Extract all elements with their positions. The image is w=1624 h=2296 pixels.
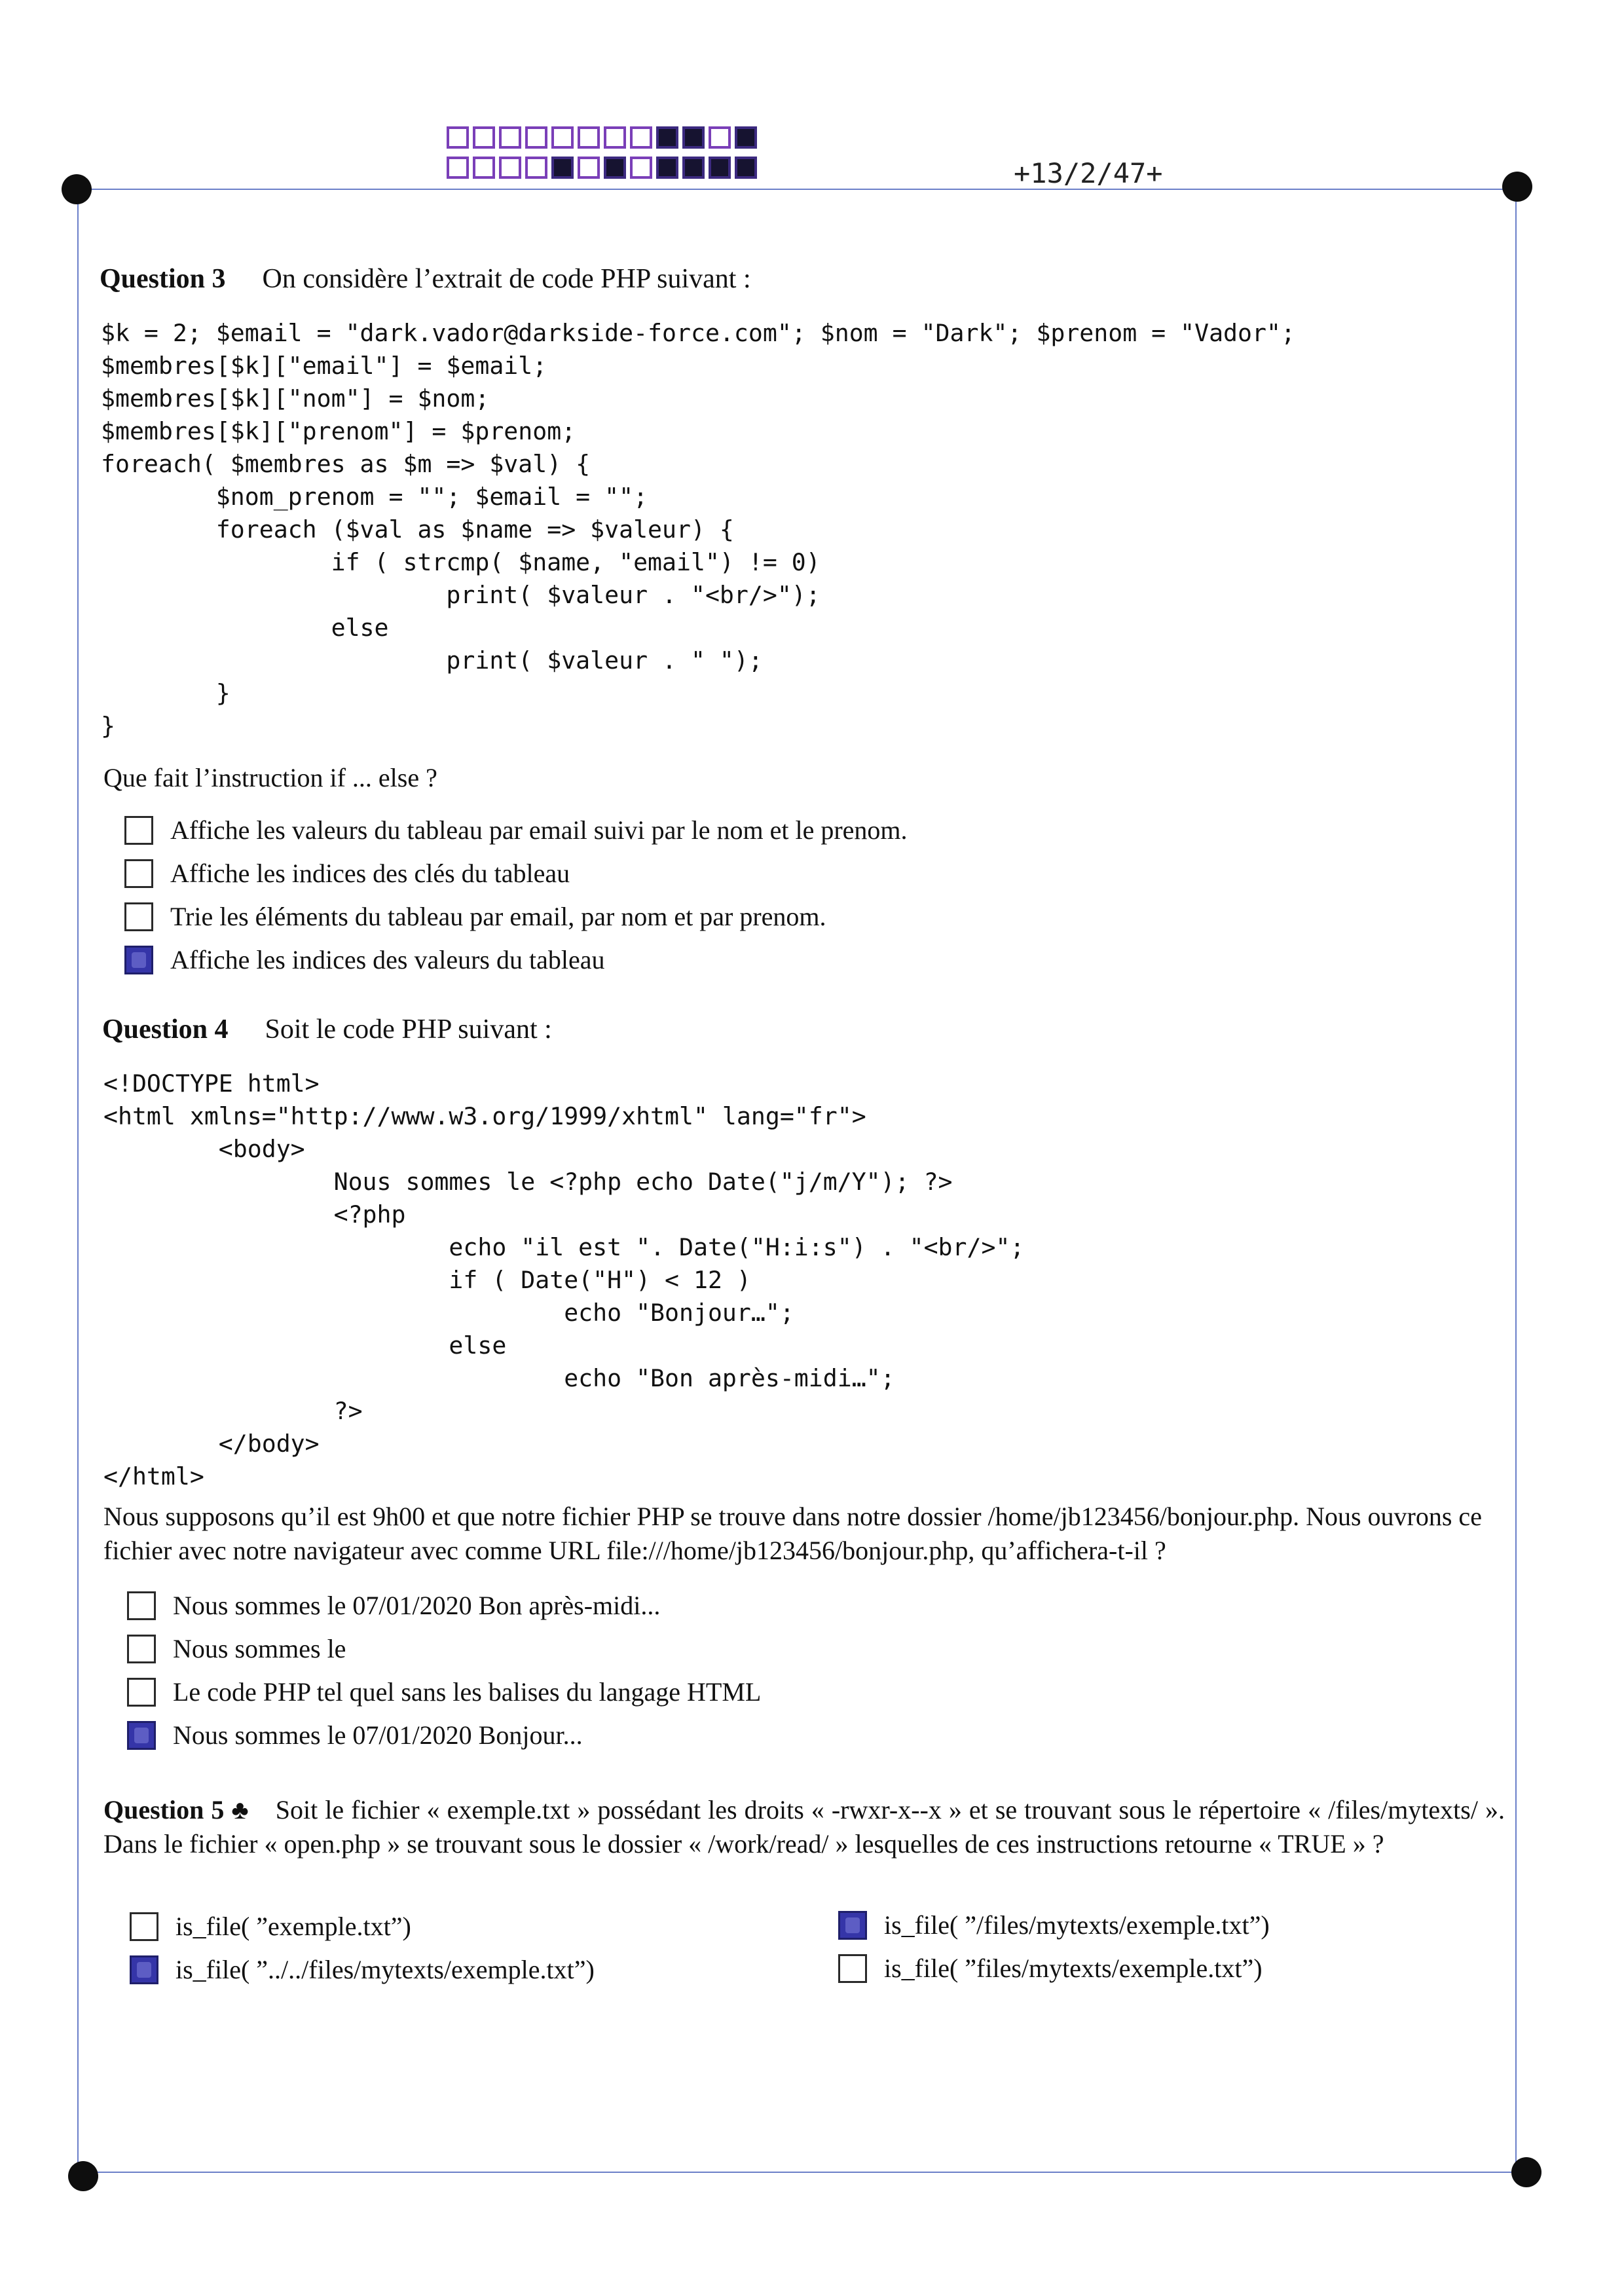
corner-mark-bottom-left xyxy=(68,2161,98,2191)
q5-choice-2[interactable] xyxy=(838,1910,1270,1940)
q3-choice-1[interactable] xyxy=(124,815,908,845)
q5-choice-2-checkbox[interactable] xyxy=(838,1911,867,1940)
q5-choice-1-checkbox[interactable] xyxy=(130,1912,158,1941)
q4-choice-3-checkbox[interactable] xyxy=(127,1678,156,1707)
q5-choice-4-checkbox[interactable] xyxy=(838,1954,867,1983)
corner-mark-bottom-right xyxy=(1511,2157,1541,2187)
q5-choice-1-label: is_file( ”exemple.txt”) xyxy=(175,1912,411,1941)
q3-choice-3-checkbox[interactable] xyxy=(124,902,153,931)
question-4-code: <!DOCTYPE html> <html xmlns="http://www.w3.org/1999/xhtml" lang="fr"> <body> Nous sommes le <?php echo Date("j/m/Y"); ?> <?php echo "il est ". Date("H:i:s") . "<br/>"; if ( Date("H") < 12 ) echo "Bonjour…"; else echo "Bon après-midi…"; ?> </body> </html> xyxy=(103,1069,1025,1491)
q4-choice-2-checkbox[interactable] xyxy=(127,1635,156,1663)
question-3-code: $k = 2; $email = "dark.vador@darkside-force.com"; $nom = "Dark"; $prenom = "Vador"; $membres[$k]["email"] = $email; $membres[$k]["nom"] = $nom; $membres[$k]["prenom"] = $prenom; foreach( $membres as $m => $val) { $nom_prenom = ""; $email = ""; foreach ($val as $name => $valeur) { if ( strcmp( $name, "email") != 0) print( $valeur . "<br/>"); else print( $valeur . " "); } } xyxy=(101,319,1295,740)
q4-choice-3[interactable] xyxy=(127,1676,761,1707)
question-5-paragraph: Soit le fichier « exemple.txt » possédant les droits « -rwxr-x--x » et se trouvant sous le répertoire « /files/mytexts/ ». Dans le fichier « open.php » se trouvant sous le dossier « /work/read/ » lesquelles de ces instructions retourne « TRUE » ? xyxy=(103,1795,1505,1859)
q5-choice-4[interactable] xyxy=(838,1953,1263,1984)
question-5-label: Question 5 ♣ xyxy=(103,1795,249,1824)
question-4-label: Question 4 xyxy=(102,1014,229,1045)
q3-choice-2-label: Affiche les indices des clés du tableau xyxy=(170,859,570,888)
q3-choice-3-label: Trie les éléments du tableau par email, par nom et par prenom. xyxy=(170,902,826,931)
q5-choice-3-label: is_file( ”../../files/mytexts/exemple.txt”) xyxy=(175,1955,595,1984)
q3-choice-4-label: Affiche les indices des valeurs du tableau xyxy=(170,945,605,974)
q5-choice-3[interactable] xyxy=(130,1954,595,1985)
q3-choice-1-checkbox[interactable] xyxy=(124,816,153,845)
page-id: +13/2/47+ xyxy=(1014,157,1163,189)
question-3-label: Question 3 xyxy=(100,264,226,294)
q5-choice-4-label: is_file( ”files/mytexts/exemple.txt”) xyxy=(884,1953,1263,1983)
q4-choice-2[interactable] xyxy=(127,1633,346,1664)
q3-choice-2-checkbox[interactable] xyxy=(124,859,153,888)
q4-choice-1[interactable] xyxy=(127,1590,660,1621)
q4-choice-1-label: Nous sommes le 07/01/2020 Bon après-midi... xyxy=(173,1591,661,1620)
question-3-prompt: On considère l’extrait de code PHP suivant : xyxy=(262,264,751,294)
q4-choice-4-label: Nous sommes le 07/01/2020 Bonjour... xyxy=(173,1720,583,1750)
q4-choice-4[interactable] xyxy=(127,1720,583,1750)
q4-choice-1-checkbox[interactable] xyxy=(127,1591,156,1620)
question-5-text xyxy=(103,1793,1505,1861)
q3-choice-4-checkbox[interactable] xyxy=(124,946,153,974)
q4-choice-4-checkbox[interactable] xyxy=(127,1721,156,1750)
q3-choice-2[interactable] xyxy=(124,858,570,889)
q5-choice-3-checkbox[interactable] xyxy=(130,1955,158,1984)
q3-choice-3[interactable] xyxy=(124,901,826,932)
q4-choice-2-label: Nous sommes le xyxy=(173,1634,346,1663)
question-3-subquestion: Que fait l’instruction if ... else ? xyxy=(103,763,437,792)
q5-choice-2-label: is_file( ”/files/mytexts/exemple.txt”) xyxy=(884,1910,1270,1940)
question-3-header xyxy=(100,263,751,295)
corner-mark-top-right xyxy=(1502,172,1532,202)
q3-choice-1-label: Affiche les valeurs du tableau par email suivi par le nom et le prenom. xyxy=(170,815,908,845)
q3-choice-4[interactable] xyxy=(124,944,604,975)
corner-mark-top-left xyxy=(62,174,92,204)
q5-choice-1[interactable] xyxy=(130,1911,411,1942)
question-4-paragraph: Nous supposons qu’il est 9h00 et que notre fichier PHP se trouve dans notre dossier /home/jb123456/bonjour.php. Nous ouvrons ce fichier avec notre navigateur avec comme URL file:///home/jb123456/bonjour.php, qu’affichera-t-il ? xyxy=(103,1502,1482,1565)
question-4-prompt: Soit le code PHP suivant : xyxy=(265,1014,552,1045)
question-4-header xyxy=(102,1014,552,1045)
q4-choice-3-label: Le code PHP tel quel sans les balises du langage HTML xyxy=(173,1677,762,1707)
